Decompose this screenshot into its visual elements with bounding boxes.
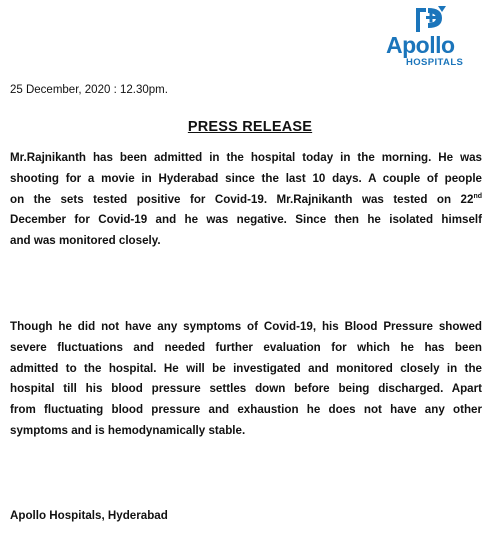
paragraph-1 [10,148,482,252]
apollo-logo [378,6,478,72]
release-date: 25 December, 2020 : 12.30pm. [10,84,168,96]
paragraph-line: Though he did not have any symptoms of Covid-19, his Blood Pressure showed [10,320,482,333]
paragraph-2 [10,317,482,442]
paragraph-line: from fluctuating blood pressure and exhaustion he does not have any other [10,403,482,417]
paragraph-line: Mr.Rajnikanth has been admitted in the hospital today in the morning. He was [10,151,482,164]
paragraph-text: on the sets tested positive for Covid-19. Mr.Rajnikanth was tested on 22 [10,192,474,206]
paragraph-line: shooting for a movie in Hyderabad since the last 10 days. A couple of people [10,171,482,185]
logo-wordmark: Apollo [386,32,455,58]
paragraph-line: symptoms and is hemodynamically stable. [10,423,246,437]
paragraph-line: December for Covid-19 and he was negative. Since then he isolated himself [10,213,482,227]
page-title: PRESS RELEASE [187,119,313,135]
paragraph-line: admitted to the hospital. He will be investigated and monitored closely in the [10,361,482,375]
logo-subtitle: HOSPITALS [406,57,464,68]
signature: Apollo Hospitals, Hyderabad [10,509,168,522]
paragraph-line [10,190,482,211]
paragraph-line: severe fluctuations and needed further evaluation for which he has been [10,340,482,354]
ordinal-suffix: nd [473,192,482,200]
paragraph-line: and was monitored closely. [10,234,161,248]
paragraph-line: hospital till his blood pressure settles down before being discharged. Apart [10,382,482,396]
